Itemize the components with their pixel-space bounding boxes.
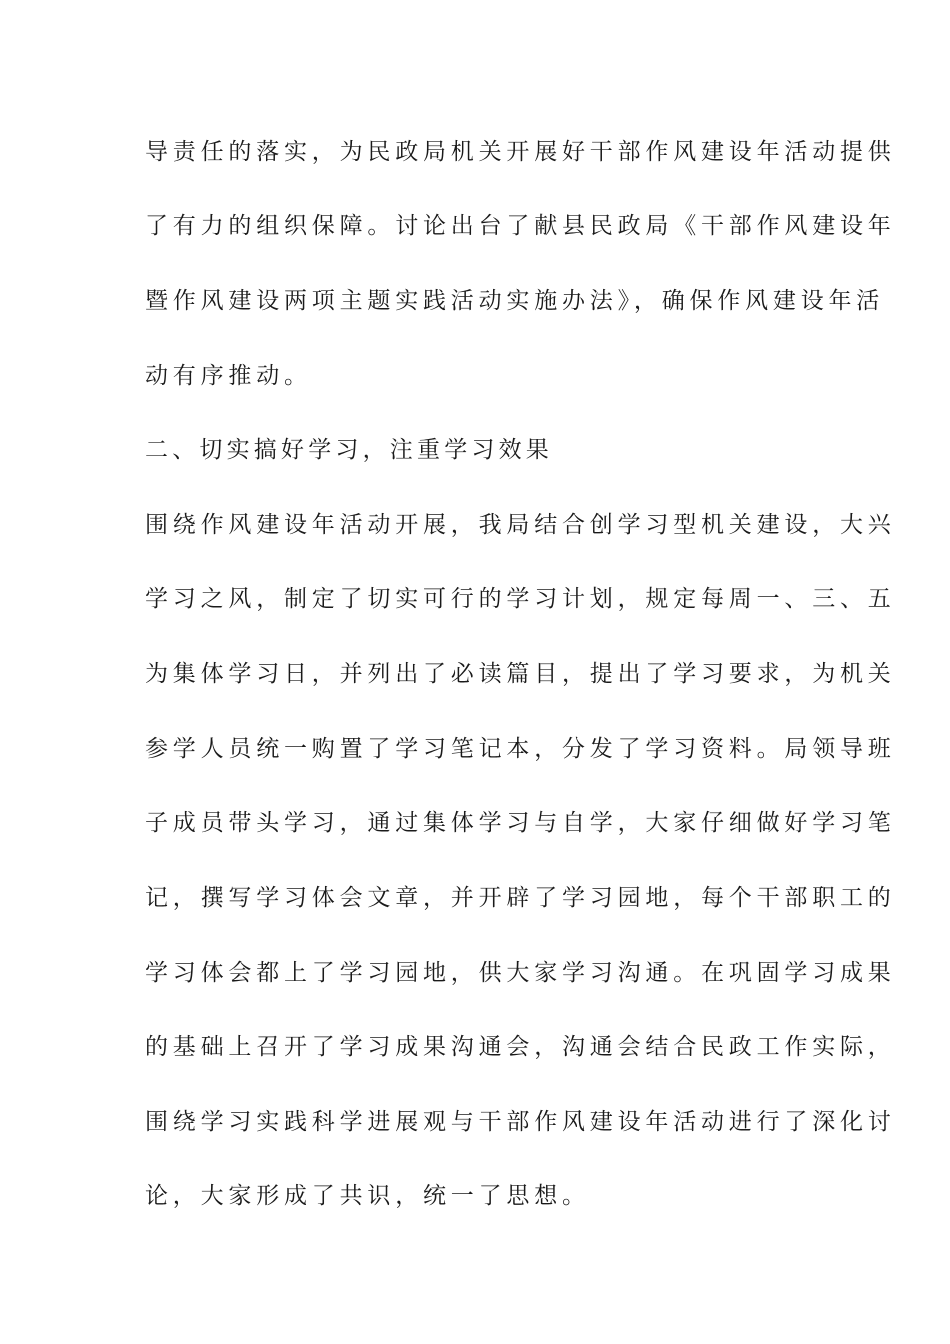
paragraph-line: 暨作风建设两项主题实践活动实施办法》，确保作风建设年活 [145, 288, 885, 314]
paragraph-line: 的基础上召开了学习成果沟通会，沟通会结合民政工作实际， [145, 1034, 896, 1060]
paragraph-line: 动有序推动。 [145, 363, 312, 389]
paragraph-line: 参学人员统一购置了学习笔记本，分发了学习资料。局领导班 [145, 736, 896, 762]
paragraph-line: 围绕学习实践科学进展观与干部作风建设年活动进行了深化讨 [145, 1109, 896, 1135]
paragraph-line: 学习体会都上了学习园地，供大家学习沟通。在巩固学习成果 [145, 960, 896, 986]
section-heading: 二、切实搞好学习，注重学习效果 [145, 437, 553, 463]
paragraph-line: 围绕作风建设年活动开展，我局结合创学习型机关建设，大兴 [145, 512, 896, 538]
paragraph-line: 论，大家形成了共识，统一了思想。 [145, 1183, 590, 1209]
paragraph-line: 子成员带头学习，通过集体学习与自学，大家仔细做好学习笔 [145, 810, 896, 836]
paragraph-line: 导责任的落实，为民政局机关开展好干部作风建设年活动提供 [145, 139, 896, 165]
paragraph-line: 了有力的组织保障。讨论出台了献县民政局《干部作风建设年 [145, 213, 896, 239]
paragraph-line: 为集体学习日，并列出了必读篇目，提出了学习要求，为机关 [145, 661, 896, 687]
paragraph-line: 学习之风，制定了切实可行的学习计划，规定每周一、三、五 [145, 586, 896, 612]
paragraph-line: 记，撰写学习体会文章，并开辟了学习园地，每个干部职工的 [145, 885, 896, 911]
